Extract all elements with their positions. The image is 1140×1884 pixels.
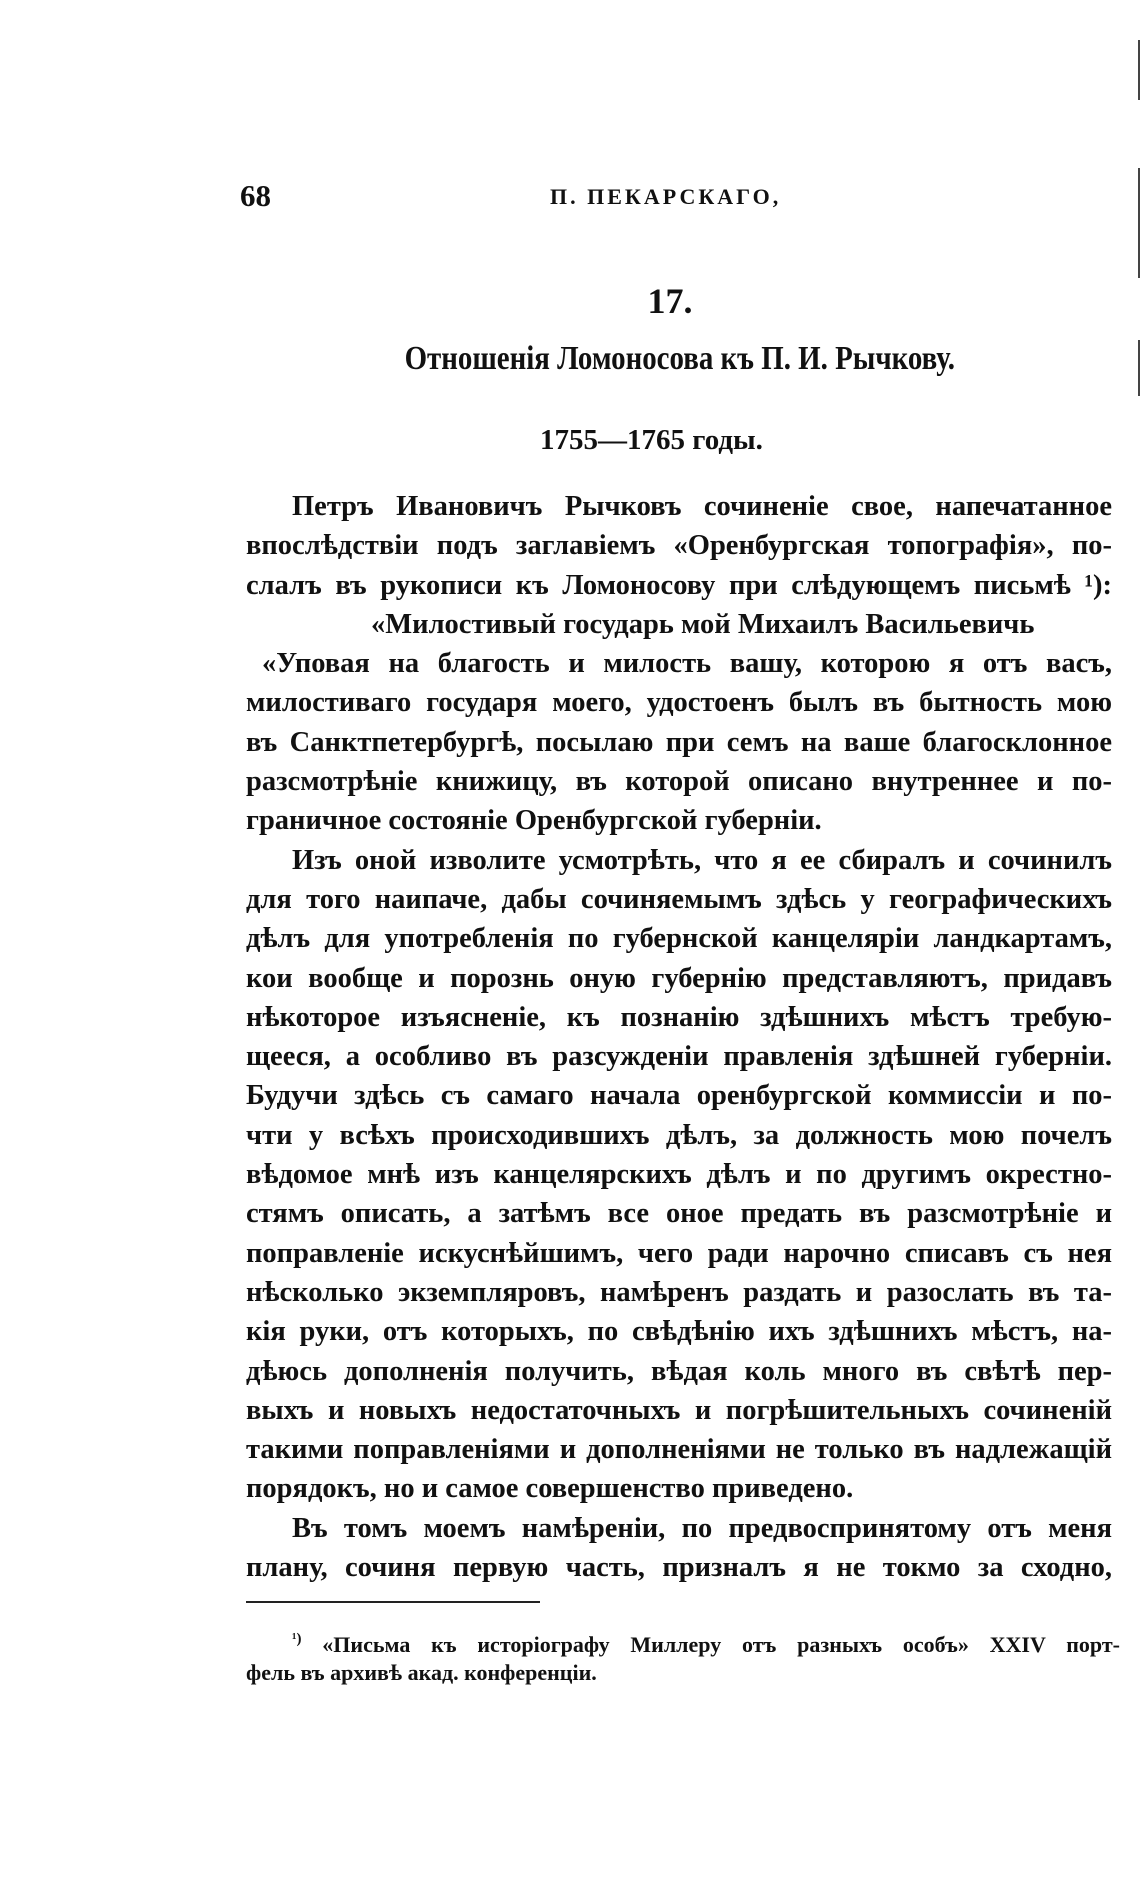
text-line: порядокъ, но и самое совершенство приведено. (246, 1473, 854, 1505)
footnote-mark: ¹) (292, 1631, 302, 1647)
footnote-rule (246, 1601, 540, 1603)
text-line: нѣсколько экземпляровъ, намѣренъ раздать и разослать въ та- (246, 1276, 1112, 1308)
body-text (246, 487, 1112, 1587)
text-line: «Милостивый государь мой Михаилъ Васильевичь (371, 608, 1035, 640)
text-line: кія руки, отъ которыхъ, по свѣдѣнію ихъ здѣшнихъ мѣстъ, на- (246, 1316, 1112, 1348)
text-line: въ Санктпетербургѣ, посылаю при семъ на ваше благосклонное (246, 726, 1112, 758)
page-number: 68 (240, 178, 271, 213)
footnote (246, 1622, 1120, 1690)
text-line: стямъ описать, а затѣмъ все оное предать въ разсмотрѣніе и (246, 1198, 1112, 1230)
text-line: плану, сочиня первую часть, призналъ я не токмо за сходно, (246, 1552, 1112, 1584)
text-line: выхъ и новыхъ недостаточныхъ и погрѣшительныхъ сочиненій (246, 1394, 1112, 1426)
text-line: Петръ Ивановичъ Рычковъ сочиненіе свое, напечатанное (292, 491, 1112, 522)
running-title: П. ПЕКАРСКАГО, (550, 184, 782, 209)
text-line: Въ томъ моемъ намѣреніи, по предвоспринятому отъ меня (292, 1512, 1112, 1544)
text-line: Будучи здѣсь съ самаго начала оренбургской коммиссіи и по- (246, 1080, 1112, 1112)
text-line: такими поправленіями и дополненіями не только въ надлежащій (246, 1434, 1112, 1466)
text-line: чти у всѣхъ происходившихъ дѣлъ, за должность мою почелъ (246, 1119, 1112, 1151)
text-line: поправленіе искуснѣйшимъ, чего ради нарочно списавъ съ нея (246, 1237, 1112, 1269)
text-line: разсмотрѣніе книжицу, въ которой описано внутреннее и по- (246, 766, 1112, 798)
running-head (240, 178, 1120, 218)
text-line: впослѣдствіи подъ заглавіемъ «Оренбургская топографія», по- (246, 530, 1112, 562)
text-line: щееся, а особливо въ разсужденіи правленія здѣшней губерніи. (246, 1041, 1112, 1073)
section-title: Отношенія Ломоносова къ П. И. Рычкову. (404, 340, 956, 377)
text-line: «Уповая на благость и милость вашу, которою я отъ васъ, (262, 648, 1112, 680)
text-line: дѣлъ для употребленія по губернской канцеляріи ландкартамъ, (246, 923, 1112, 955)
text-line: граничное состояніе Оренбургской губерніи. (246, 805, 822, 837)
section-title-wrap (240, 340, 1120, 378)
text-line: кои вообще и порознь оную губернію представляютъ, придавъ (246, 962, 1112, 994)
footnote-line: фель въ архивѣ акад. конференціи. (246, 1660, 597, 1685)
section-number: 17. (647, 281, 693, 321)
footnote-text: «Письма къ исторіографу Миллеру отъ разныхъ особъ» XXIV порт- (322, 1632, 1121, 1657)
text-line: Изъ оной изволите усмотрѣть, что я ее сбиралъ и сочинилъ (292, 844, 1112, 876)
text-line: дѣюсь дополненія получить, вѣдая коль много въ свѣтѣ пер- (246, 1355, 1112, 1387)
footnote-line (246, 1622, 1120, 1656)
text-line: слалъ въ рукописи къ Ломоносову при слѣдующемъ письмѣ ¹): (246, 569, 1112, 601)
text-line: милостиваго государя моего, удостоенъ былъ въ бытность мою (246, 687, 1112, 719)
text-line: вѣдомое мнѣ изъ канцелярскихъ дѣлъ и по другимъ окрестно- (246, 1159, 1112, 1191)
section-dates: 1755—1765 годы. (540, 424, 763, 456)
text-line: нѣкоторое изъясненіе, къ познанію здѣшнихъ мѣстъ требую- (246, 1001, 1112, 1033)
text-line: для того наипаче, дабы сочиняемымъ здѣсь у географическихъ (246, 883, 1112, 915)
